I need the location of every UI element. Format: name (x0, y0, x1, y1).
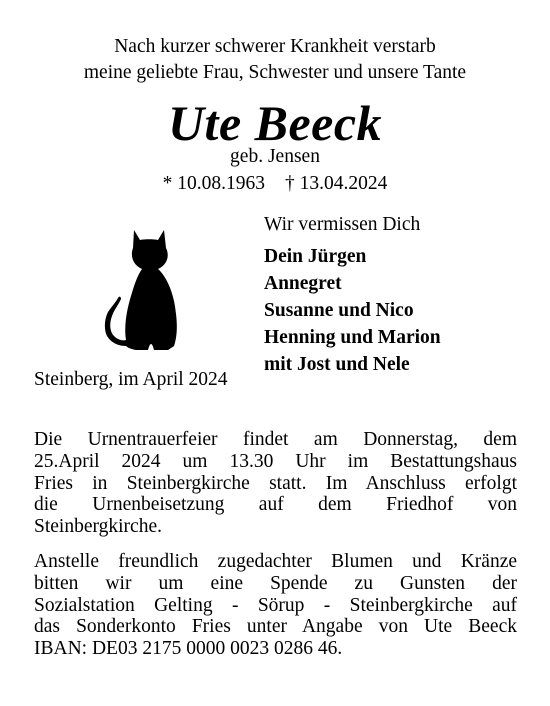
deceased-name: Ute Beeck (167, 95, 383, 151)
ceremony-line: Fries in Steinbergkirche statt. Im Anschluss erfolgt (34, 472, 517, 494)
intro-text (0, 34, 550, 86)
ceremony-paragraph (34, 429, 517, 538)
ceremony-line: Steinbergkirche. (34, 516, 162, 538)
ceremony-line: 25.April 2024 um 13.30 Uhr im Bestattungshaus (34, 450, 517, 472)
birth-name: geb. Jensen (230, 146, 320, 167)
birth-date: * 10.08.1963 (162, 173, 265, 194)
ceremony-line: Die Urnentrauerfeier findet am Donnerstag, dem (34, 429, 517, 450)
donation-line: Sozialstation Gelting - Sörup - Steinbergkirche auf (34, 594, 517, 616)
donation-line: IBAN: DE03 2175 0000 0023 0286 46. (34, 638, 343, 660)
donation-paragraph (34, 551, 517, 660)
mourners-block (264, 213, 441, 378)
death-date: † 13.04.2024 (285, 173, 388, 194)
intro-line-1: Nach kurzer schwerer Krankheit verstarb (114, 36, 436, 57)
life-dates (0, 172, 550, 196)
place-date: Steinberg, im April 2024 (34, 369, 228, 390)
ceremony-line: die Urnenbeisetzung auf dem Friedhof von (34, 494, 517, 516)
donation-line: das Sonderkonto Fries unter Angabe von Ute Beeck (34, 616, 517, 638)
mourners-heading: Wir vermissen Dich (264, 214, 421, 235)
intro-line-2: meine geliebte Frau, Schwester und unsere Tante (83, 62, 467, 83)
mourner-name: Dein Jürgen (264, 246, 367, 267)
mourner-name: Susanne und Nico (264, 300, 414, 321)
mourner-name: mit Jost und Nele (264, 354, 410, 375)
donation-line: bitten wir um eine Spende zu Gunsten der (34, 572, 517, 594)
mourner-name: Henning und Marion (264, 327, 441, 348)
donation-line: Anstelle freundlich zugedachter Blumen und Kränze (34, 551, 517, 572)
mourner-name: Annegret (264, 273, 342, 294)
cat-silhouette-icon (104, 228, 194, 352)
